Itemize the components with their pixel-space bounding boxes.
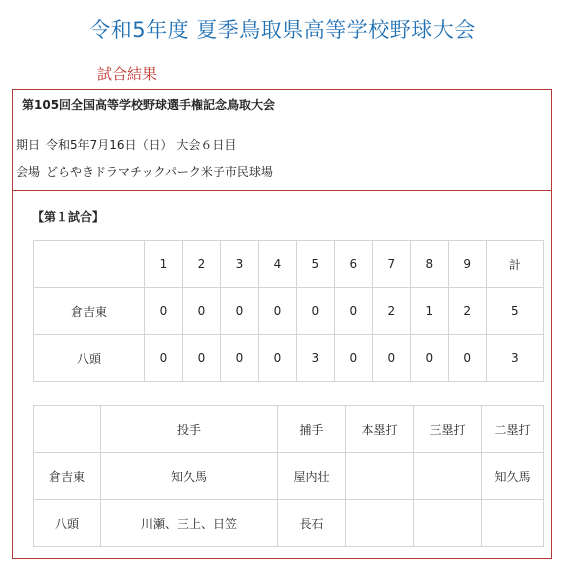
team-name: 倉吉東 bbox=[34, 288, 145, 335]
triple-names bbox=[414, 500, 482, 547]
catcher-name: 屋内壮 bbox=[278, 453, 346, 500]
inning-header: 3 bbox=[220, 241, 258, 288]
inning-score: 0 bbox=[448, 335, 486, 382]
inning-score: 0 bbox=[410, 335, 448, 382]
inning-score: 2 bbox=[372, 288, 410, 335]
inning-score: 0 bbox=[334, 335, 372, 382]
inning-score: 0 bbox=[372, 335, 410, 382]
tournament-name: 第105回全国高等学校野球選手権記念鳥取大会 bbox=[22, 98, 276, 112]
triple-names bbox=[414, 453, 482, 500]
pitcher-header: 投手 bbox=[101, 406, 278, 453]
players-row bbox=[34, 453, 544, 500]
total-header: 計 bbox=[486, 241, 543, 288]
section-heading: 試合結果 bbox=[97, 65, 158, 83]
players-table bbox=[33, 405, 544, 547]
inning-header: 8 bbox=[410, 241, 448, 288]
catcher-header: 捕手 bbox=[278, 406, 346, 453]
team-name: 八頭 bbox=[34, 500, 101, 547]
inning-header: 7 bbox=[372, 241, 410, 288]
inning-score: 0 bbox=[145, 288, 183, 335]
inning-score: 0 bbox=[334, 288, 372, 335]
total-score: 5 bbox=[486, 288, 543, 335]
home-run-names bbox=[346, 453, 414, 500]
inning-header: 4 bbox=[258, 241, 296, 288]
inning-score: 3 bbox=[296, 335, 334, 382]
double-header: 二塁打 bbox=[482, 406, 544, 453]
scoreboard-row bbox=[34, 288, 544, 335]
pitcher-names: 知久馬 bbox=[101, 453, 278, 500]
scoreboard-header-row bbox=[34, 241, 544, 288]
inning-header: 5 bbox=[296, 241, 334, 288]
inning-header: 2 bbox=[182, 241, 220, 288]
players-row bbox=[34, 500, 544, 547]
home-run-header: 本塁打 bbox=[346, 406, 414, 453]
result-frame bbox=[12, 89, 552, 559]
inning-header: 9 bbox=[448, 241, 486, 288]
inning-score: 0 bbox=[182, 335, 220, 382]
inning-score: 0 bbox=[258, 288, 296, 335]
scoreboard-header-corner bbox=[34, 241, 145, 288]
players-header-corner bbox=[34, 406, 101, 453]
team-name: 倉吉東 bbox=[34, 453, 101, 500]
double-names: 知久馬 bbox=[482, 453, 544, 500]
inning-header: 1 bbox=[145, 241, 183, 288]
venue-value: どらやきドラマチックパーク米子市民球場 bbox=[46, 165, 273, 179]
double-names bbox=[482, 500, 544, 547]
inning-header: 6 bbox=[334, 241, 372, 288]
inning-score: 1 bbox=[410, 288, 448, 335]
tournament-info bbox=[13, 90, 551, 191]
date-value: 令和5年7月16日（日） 大会６日目 bbox=[46, 138, 237, 152]
players-header-row bbox=[34, 406, 544, 453]
venue-line bbox=[16, 163, 273, 180]
page-title: 令和5年度 夏季鳥取県高等学校野球大会 bbox=[89, 18, 476, 42]
inning-score: 0 bbox=[296, 288, 334, 335]
inning-score: 0 bbox=[145, 335, 183, 382]
inning-score: 0 bbox=[258, 335, 296, 382]
inning-score: 0 bbox=[220, 335, 258, 382]
scoreboard-table bbox=[33, 240, 544, 382]
venue-label: 会場 bbox=[16, 165, 41, 179]
inning-score: 2 bbox=[448, 288, 486, 335]
scoreboard-row bbox=[34, 335, 544, 382]
inning-score: 0 bbox=[220, 288, 258, 335]
team-name: 八頭 bbox=[34, 335, 145, 382]
pitcher-names: 川瀬、三上、日笠 bbox=[101, 500, 278, 547]
catcher-name: 長石 bbox=[278, 500, 346, 547]
date-label: 期日 bbox=[16, 138, 41, 152]
inning-score: 0 bbox=[182, 288, 220, 335]
game-label: 【第１試合】 bbox=[32, 210, 105, 224]
date-line bbox=[16, 136, 236, 153]
home-run-names bbox=[346, 500, 414, 547]
triple-header: 三塁打 bbox=[414, 406, 482, 453]
total-score: 3 bbox=[486, 335, 543, 382]
